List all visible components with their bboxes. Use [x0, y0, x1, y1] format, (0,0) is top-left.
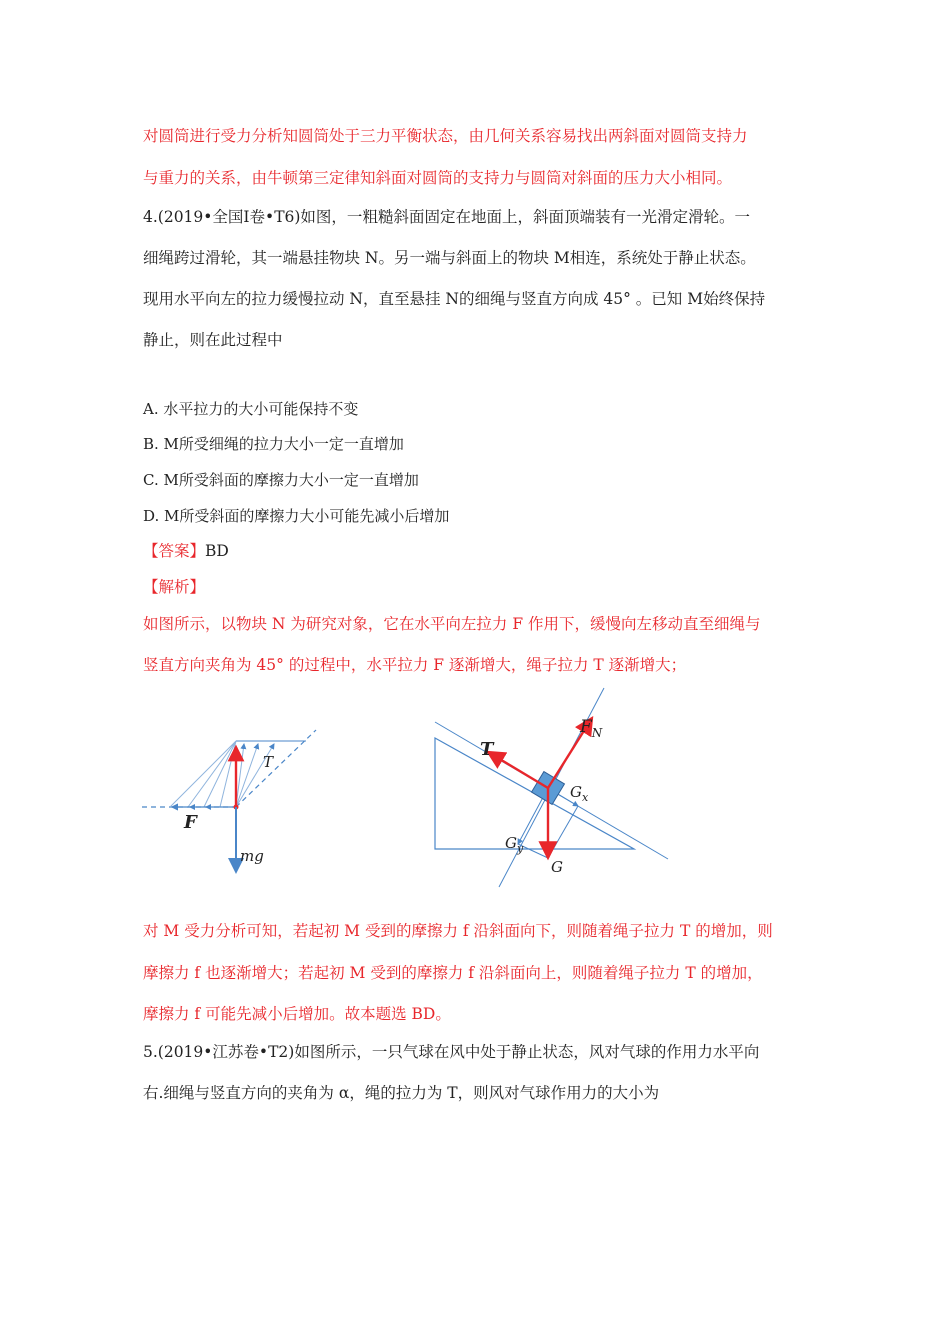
analysis-tag: 【解析】: [143, 578, 206, 596]
option-c: C. M所受斜面的摩擦力大小一定一直增加: [143, 471, 419, 489]
prev-analysis-line-2: 与重力的关系，由牛顿第三定律知斜面对圆筒的支持力与圆筒对斜面的压力大小相同。: [143, 169, 733, 187]
label-mg: mg: [240, 847, 264, 865]
incline-diagram-m: [432, 682, 682, 892]
analysis-line-2: 竖直方向夹角为 45° 的过程中，水平拉力 F 逐渐增大，绳子拉力 T 逐渐增大；: [143, 656, 687, 674]
question-4-line-2: 细绳跨过滑轮，其一端悬挂物块 N。另一端与斜面上的物块 M相连，系统处于静止状态。: [143, 249, 756, 267]
tension-arrow: [488, 752, 548, 788]
analysis-line-4: 摩擦力 f 也逐渐增大；若起初 M 受到的摩擦力 f 沿斜面向上，则随着绳子拉力 T 的增加，: [143, 964, 763, 982]
answer-tag: 【答案】: [143, 542, 206, 560]
label-Gy: $G_y$: [505, 834, 524, 855]
question-5-line-2: 右.细绳与竖直方向的夹角为 α，绳的拉力为 T，则风对气球作用力的大小为: [143, 1084, 660, 1102]
question-4-line-1: 4.(2019•全国Ⅰ卷•T6)如图，一粗糙斜面固定在地面上，斜面顶端装有一光滑定滑轮。一: [143, 208, 750, 226]
option-a: A. 水平拉力的大小可能保持不变: [143, 400, 359, 418]
answer-value: BD: [205, 542, 229, 560]
label-T2: T: [480, 739, 494, 760]
question-4-line-3: 现用水平向左的拉力缓慢拉动 N，直至悬挂 N的细绳与竖直方向成 45° 。已知 M始终保持: [143, 290, 766, 308]
label-F: F: [184, 812, 197, 833]
question-4-line-4: 静止，则在此过程中: [143, 331, 283, 349]
analysis-line-3: 对 M 受力分析可知，若起初 M 受到的摩擦力 f 沿斜面向下，则随着绳子拉力 T 的增加，则: [143, 922, 773, 940]
analysis-line-5: 摩擦力 f 可能先减小后增加。故本题选 BD。: [143, 1005, 451, 1023]
analysis-line-1: 如图所示，以物块 N 为研究对象，它在水平向左拉力 F 作用下，缓慢向左移动直至细绳与: [143, 615, 761, 633]
dashed-diagonal: [236, 730, 316, 807]
answer-row: [143, 540, 229, 562]
option-d: D. M所受斜面的摩擦力大小可能先减小后增加: [143, 507, 450, 525]
option-b: B. M所受细绳的拉力大小一定一直增加: [143, 435, 404, 453]
label-T: T: [263, 753, 274, 771]
prev-analysis-line-1: 对圆筒进行受力分析知圆筒处于三力平衡状态，由几何关系容易找出两斜面对圆筒支持力: [143, 127, 748, 145]
force-diagram-n: [140, 720, 330, 920]
label-FN: $F_N$: [580, 717, 603, 740]
question-5-line-1: 5.(2019•江苏卷•T2)如图所示，一只气球在风中处于静止状态，风对气球的作用力水平向: [143, 1043, 760, 1061]
label-G: G: [551, 858, 563, 876]
label-Gx: $G_x$: [570, 783, 589, 804]
